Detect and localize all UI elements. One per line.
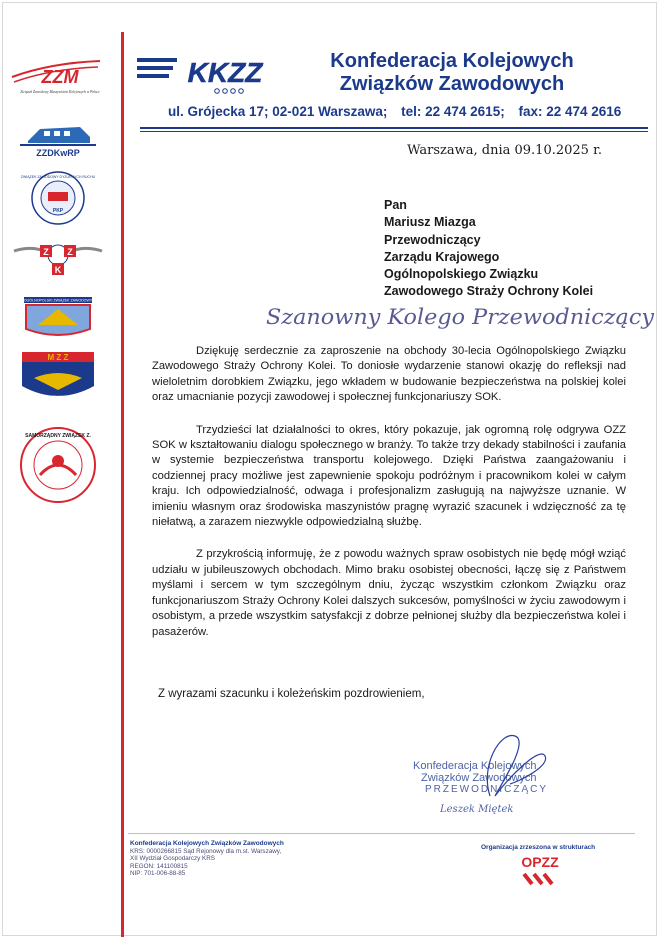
opzz-logo-text: OPZZ	[521, 854, 559, 870]
body-paragraph-1: Dziękuję serdecznie za zaproszenie na obchody 30-lecia Ogólnopolskiego Związku Zawodowego Straży Ochrony Kolei. To doniosłe wydarzenie stanowi okazję do refleksji nad wieloletnim dorobkiem Związku, jego wkładem w budowanie bezpieczeństwa na polskiej kolei oraz umacnianie pozycji zawodowej i społecznej funkcjonariuszy SOK.	[152, 345, 626, 404]
footer-court: XII Wydział Gospodarczy KRS	[130, 855, 215, 863]
stamp-line-3: PRZEWODNICZĄCY	[425, 784, 548, 795]
zzdkwrp-logo	[10, 115, 106, 159]
stamp-line-1: Konfederacja Kolejowych	[413, 760, 537, 772]
margin-red-line	[121, 32, 124, 937]
signature-scribble	[460, 726, 570, 806]
footer-info	[130, 840, 284, 878]
dyzurni-ruchu-logo	[10, 170, 106, 226]
pkp-label: PKP	[52, 208, 64, 214]
street-address: ul. Grójecka 17; 02-021 Warszawa;	[168, 104, 388, 119]
zzk-letter-1: Z	[43, 247, 49, 257]
header-rule	[140, 127, 648, 129]
kkzz-logo	[137, 52, 277, 96]
samorzadny-ring-text: SAMORZĄDNY ZWIĄZEK Z.	[25, 433, 91, 439]
header-rule-thin	[140, 131, 648, 132]
recipient-name: Mariusz Miazga	[384, 215, 476, 230]
phone-number: tel: 22 474 2615;	[401, 104, 505, 119]
footer-title: Konfederacja Kolejowych Związków Zawodowych	[130, 840, 284, 847]
opzz-logo	[520, 852, 560, 888]
recipient-board: Zarządu Krajowego	[384, 249, 500, 264]
salutation-text: Szanowny Kolego Przewodniczący	[266, 305, 656, 329]
zzk-letter-2: Z	[67, 247, 73, 257]
letter-date: Warszawa, dnia 09.10.2025 r.	[407, 143, 602, 158]
zzdkwrp-text: ZZDKwRP	[36, 148, 80, 158]
kolejarzy-band-text: OGÓLNOPOLSKI ZWIĄZEK ZAWODOWY	[23, 298, 93, 303]
membership-caption: Organizacja zrzeszona w strukturach	[481, 844, 596, 851]
recipient-role: Przewodniczący	[384, 232, 481, 247]
footer-rule	[128, 833, 635, 834]
fax-number: fax: 22 474 2616	[518, 104, 622, 119]
mzz-band-text: KONFEDERACJA TURBO	[36, 395, 80, 399]
letter-body	[152, 344, 626, 657]
footer-nip: NIP: 701-006-88-85	[130, 870, 186, 878]
address-line	[168, 104, 631, 119]
mzz-text: M Z Z	[47, 353, 69, 362]
mzz-logo	[10, 350, 106, 408]
stamp-signer: Leszek Miętek	[440, 804, 514, 815]
kkzz-logo-text: KKZZ	[187, 57, 263, 88]
footer-regon: REGON: 141100815	[130, 862, 188, 870]
zzm-subtext: Związek Zawodowy Maszynistów Kolejowych w Polsce	[20, 90, 100, 94]
body-paragraph-2: Trzydzieści lat działalności to okres, który pokazuje, jak ogromną rolę odgrywa OZZ SOK w kształtowaniu dialogu społecznego w branży. To także trzy dekady stabilności i zaufania w systemie bezpieczeństwa transportu kolejowego. Dzięki Państwa zaangażowaniu i codziennej pracy możliwe jest zapewnienie spokoju podróżnym i pracownikom kolei w całym kraju. Ich odpowiedzialność, odwaga i profesjonalizm zasługują na najwyższe uznanie. W imieniu własnym oraz środowiska maszynistów pragnę wyrazić szacunek i wdzięczność za tę niełatwą, a zarazem niezwykle odpowiedzialną służbę.	[152, 423, 626, 529]
zzk-letter-3: K	[54, 265, 62, 275]
zzm-logo	[10, 55, 106, 103]
closing-line: Z wyrazami szacunku i koleżeńskim pozdrowieniem,	[158, 688, 425, 700]
samorzadny-logo	[10, 425, 106, 505]
handwritten-salutation	[262, 298, 660, 334]
zzk-logo	[10, 235, 106, 285]
zzm-text: ZZM	[41, 67, 79, 87]
organization-name	[272, 50, 632, 96]
body-paragraph-3: Z przykrością informuję, że z powodu ważnych spraw osobistych nie będę mógł wziąć udziału w jubileuszowych obchodach. Mimo braku osobistej obecności, łączę się z Państwem myślami i sercem w tym szczególnym dniu, życząc wszystkim członkom Związku oraz funkcjonariuszom Straży Ochrony Kolei dalszych sukcesów, pomyślności w życiu zawodowym i osobistym, a przede wszystkim satysfakcji z dobrze pełnionej służby dla bezpieczeństwa kolei i pasażerów.	[152, 548, 626, 638]
recipient-org-2: Zawodowego Straży Ochrony Kolei	[384, 284, 594, 299]
dyzurni-ring-text: ZWIĄZEK ZAWODOWY DYŻURNYCH RUCHU	[20, 175, 96, 179]
recipient-block	[384, 197, 593, 301]
organization-name-line2: Związków Zawodowych	[339, 73, 565, 95]
recipient-org-1: Ogólnopolskiego Związku	[384, 267, 539, 282]
recipient-title: Pan	[384, 198, 407, 212]
organization-name-line1: Konfederacja Kolejowych	[330, 50, 574, 72]
footer-krs: KRS: 0000266815 Sąd Rejonowy dla m.st. Warszawy,	[130, 847, 282, 855]
kolejarzy-logo	[10, 295, 106, 341]
stamp-line-2: Związków Zawodowych	[421, 772, 537, 784]
